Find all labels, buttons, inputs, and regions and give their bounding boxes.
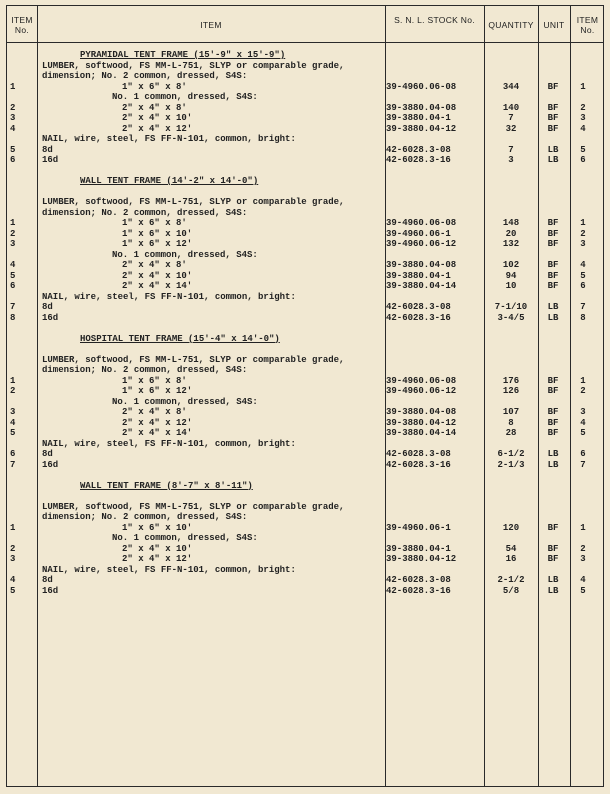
item-number-right: 7 xyxy=(580,459,586,470)
quantity: 3 xyxy=(508,155,514,165)
item-description: 1" x 6" x 8' xyxy=(122,81,187,92)
header-item-no-right: ITEM No. xyxy=(576,15,599,35)
stock-number: 42-6028.3-08 xyxy=(386,575,451,585)
stock-number: 42-6028.3-08 xyxy=(386,449,451,459)
item-number-right: 6 xyxy=(580,449,586,459)
item-number: 3 xyxy=(10,113,16,123)
item-description: 2" x 4" x 10' xyxy=(122,113,193,123)
stock-number: 39-3880.04-12 xyxy=(386,554,457,564)
item-description: dimension; No. 2 common, dressed, S4S: xyxy=(42,365,248,375)
unit: BF xyxy=(547,102,559,113)
item-number-right: 1 xyxy=(580,522,586,533)
unit: BF xyxy=(547,123,559,134)
unit: LB xyxy=(547,459,559,470)
unit: BF xyxy=(547,81,559,92)
quantity: 7 xyxy=(508,144,514,155)
item-number-right: 4 xyxy=(580,417,586,428)
quantity: 20 xyxy=(505,228,517,239)
section-title-text: WALL TENT FRAME (14'-2" x 14'-0") xyxy=(80,176,259,186)
item-number: 2 xyxy=(10,228,16,239)
item-number: 6 xyxy=(10,449,16,459)
item-description: 2" x 4" x 14' xyxy=(122,281,193,291)
quantity: 2-1/3 xyxy=(497,459,525,470)
item-number-right: 1 xyxy=(580,218,586,228)
quantity: 94 xyxy=(505,270,517,281)
item-number-right: 4 xyxy=(580,575,586,585)
quantity: 32 xyxy=(505,123,517,134)
unit: BF xyxy=(547,428,559,438)
item-number: 4 xyxy=(10,260,16,270)
item-description: 2" x 4" x 12' xyxy=(122,123,193,134)
stock-number: 39-4960.06-08 xyxy=(386,218,457,228)
item-number: 3 xyxy=(10,239,16,249)
stock-number: 39-3880.04-08 xyxy=(386,407,457,417)
item-description: 1" x 6" x 8' xyxy=(122,218,187,228)
item-description: 16d xyxy=(42,155,59,165)
item-number-right: 4 xyxy=(580,260,586,270)
unit: BF xyxy=(547,281,559,291)
item-description: 16d xyxy=(42,312,59,323)
item-number: 8 xyxy=(10,312,16,323)
item-description: 1" x 6" x 10' xyxy=(122,228,193,239)
unit: BF xyxy=(547,218,559,228)
item-number-right: 6 xyxy=(580,155,586,165)
item-description: 2" x 4" x 8' xyxy=(122,102,187,113)
quantity: 102 xyxy=(502,260,520,270)
stock-number: 39-4960.06-12 xyxy=(386,386,457,396)
item-description: 8d xyxy=(42,575,53,585)
item-number: 3 xyxy=(10,554,16,564)
section-title-text: PYRAMIDAL TENT FRAME (15'-9" x 15'-9") xyxy=(80,50,286,60)
quantity: 140 xyxy=(502,102,520,113)
unit: LB xyxy=(547,312,559,323)
stock-number: 42-6028.3-08 xyxy=(386,302,451,312)
item-number-right: 7 xyxy=(580,302,586,312)
section-title-text: WALL TENT FRAME (8'-7" x 8'-11") xyxy=(80,480,253,491)
item-number-right: 5 xyxy=(580,270,586,281)
unit: BF xyxy=(547,554,559,564)
stock-number: 39-3880.04-1 xyxy=(386,113,451,123)
quantity: 148 xyxy=(502,218,520,228)
item-number: 5 xyxy=(10,428,16,438)
item-description: dimension; No. 2 common, dressed, S4S: xyxy=(42,207,248,218)
item-description: 2" x 4" x 10' xyxy=(122,270,193,281)
unit: BF xyxy=(547,270,559,281)
stock-number: 39-3880.04-08 xyxy=(386,260,457,270)
stock-number: 39-4960.06-1 xyxy=(386,522,451,533)
unit: BF xyxy=(547,239,559,249)
stock-number: 39-4960.06-08 xyxy=(386,81,457,92)
item-number-right: 2 xyxy=(580,228,586,239)
unit: LB xyxy=(547,155,559,165)
unit: BF xyxy=(547,113,559,123)
item-number: 6 xyxy=(10,281,16,291)
item-number-right: 2 xyxy=(580,543,586,554)
header-item: ITEM xyxy=(200,20,222,30)
item-number-right: 3 xyxy=(580,113,586,123)
item-description: dimension; No. 2 common, dressed, S4S: xyxy=(42,71,248,81)
section-title-text: HOSPITAL TENT FRAME (15'-4" x 14'-0") xyxy=(80,333,280,344)
item-number-right: 2 xyxy=(580,386,586,396)
unit: BF xyxy=(547,543,559,554)
item-number: 5 xyxy=(10,144,16,155)
stock-number: 42-6028.3-08 xyxy=(386,144,451,155)
quantity: 7-1/10 xyxy=(494,302,528,312)
item-description: 2" x 4" x 12' xyxy=(122,554,193,564)
header-quantity: QUANTITY xyxy=(488,20,534,30)
item-number: 5 xyxy=(10,270,16,281)
item-number: 3 xyxy=(10,407,16,417)
column-divider xyxy=(37,6,38,786)
quantity: 5/8 xyxy=(502,585,520,596)
item-description: No. 1 common, dressed, S4S: xyxy=(112,533,258,543)
quantity: 8 xyxy=(508,417,514,428)
item-description: 8d xyxy=(42,302,53,312)
quantity: 107 xyxy=(502,407,520,417)
item-description: NAIL, wire, steel, FS FF-N-101, common, bright: xyxy=(42,438,296,449)
unit: BF xyxy=(547,386,559,396)
item-number: 5 xyxy=(10,585,16,596)
unit: BF xyxy=(547,522,559,533)
header-snl-stock: S. N. L. STOCK No. xyxy=(394,15,475,25)
quantity: 176 xyxy=(502,375,520,386)
unit: BF xyxy=(547,228,559,239)
quantity: 2-1/2 xyxy=(497,575,525,585)
quantity: 3-4/5 xyxy=(497,312,525,323)
item-description: No. 1 common, dressed, S4S: xyxy=(112,249,258,260)
stock-number: 39-3880.04-12 xyxy=(386,123,457,134)
item-description: 1" x 6" x 8' xyxy=(122,375,187,386)
stock-number: 42-6028.3-16 xyxy=(386,459,451,470)
item-number-right: 3 xyxy=(580,554,586,564)
item-number: 2 xyxy=(10,543,16,554)
stock-number: 39-3880.04-12 xyxy=(386,417,457,428)
header-item-no-left: ITEM No. xyxy=(11,15,33,35)
item-description: 8d xyxy=(42,144,53,155)
item-description: 2" x 4" x 8' xyxy=(122,260,187,270)
item-number: 2 xyxy=(10,386,16,396)
item-number-right: 5 xyxy=(580,585,586,596)
item-number: 4 xyxy=(10,123,16,134)
item-number-right: 4 xyxy=(580,123,586,134)
unit: BF xyxy=(547,375,559,386)
unit: BF xyxy=(547,407,559,417)
item-number-right: 6 xyxy=(580,281,586,291)
item-number-right: 3 xyxy=(580,407,586,417)
item-description: 2" x 4" x 12' xyxy=(122,417,193,428)
item-description: LUMBER, softwood, FS MM-L-751, SLYP or comparable grade, xyxy=(42,60,345,71)
stock-number: 39-3880.04-14 xyxy=(386,281,457,291)
item-description: 1" x 6" x 10' xyxy=(122,522,193,533)
item-description: 16d xyxy=(42,459,59,470)
stock-number: 39-4960.06-1 xyxy=(386,228,451,239)
quantity: 54 xyxy=(505,543,517,554)
header-unit: UNIT xyxy=(543,20,565,30)
unit: BF xyxy=(547,260,559,270)
item-description: No. 1 common, dressed, S4S: xyxy=(112,396,258,407)
item-description: 2" x 4" x 8' xyxy=(122,407,187,417)
item-number-right: 1 xyxy=(580,375,586,386)
item-number: 7 xyxy=(10,459,16,470)
item-number-right: 3 xyxy=(580,239,586,249)
quantity: 6-1/2 xyxy=(497,449,525,459)
item-description: LUMBER, softwood, FS MM-L-751, SLYP or comparable grade, xyxy=(42,354,345,365)
stock-number: 42-6028.3-16 xyxy=(386,155,451,165)
item-number: 4 xyxy=(10,417,16,428)
quantity: 16 xyxy=(505,554,517,564)
quantity: 7 xyxy=(508,113,514,123)
unit: LB xyxy=(547,302,559,312)
item-number: 1 xyxy=(10,522,16,533)
item-description: No. 1 common, dressed, S4S: xyxy=(112,92,258,102)
item-description: dimension; No. 2 common, dressed, S4S: xyxy=(42,512,248,522)
quantity: 126 xyxy=(502,386,520,396)
item-description: 2" x 4" x 14' xyxy=(122,428,193,438)
unit: LB xyxy=(547,585,559,596)
stock-number: 42-6028.3-16 xyxy=(386,312,451,323)
item-number: 6 xyxy=(10,155,16,165)
stock-number: 39-3880.04-08 xyxy=(386,102,457,113)
item-description: 16d xyxy=(42,585,59,596)
stock-number: 39-3880.04-1 xyxy=(386,270,451,281)
item-number-right: 8 xyxy=(580,312,586,323)
item-description: NAIL, wire, steel, FS FF-N-101, common, bright: xyxy=(42,564,296,575)
item-number-right: 5 xyxy=(580,144,586,155)
item-number-right: 2 xyxy=(580,102,586,113)
item-description: NAIL, wire, steel, FS FF-N-101, common, bright: xyxy=(42,291,296,302)
item-number-right: 1 xyxy=(580,81,586,92)
unit: LB xyxy=(547,144,559,155)
stock-number: 39-3880.04-1 xyxy=(386,543,451,554)
item-description: 1" x 6" x 12' xyxy=(122,239,193,249)
quantity: 132 xyxy=(502,239,520,249)
item-number: 1 xyxy=(10,375,16,386)
item-number: 1 xyxy=(10,81,16,92)
quantity: 344 xyxy=(502,81,520,92)
header-divider xyxy=(7,42,603,43)
item-description: LUMBER, softwood, FS MM-L-751, SLYP or comparable grade, xyxy=(42,501,345,512)
item-number: 1 xyxy=(10,218,16,228)
item-number: 7 xyxy=(10,302,16,312)
quantity: 28 xyxy=(505,428,517,438)
stock-number: 39-4960.06-08 xyxy=(386,375,457,386)
item-description: NAIL, wire, steel, FS FF-N-101, common, bright: xyxy=(42,134,296,144)
stock-number: 42-6028.3-16 xyxy=(386,585,451,596)
unit: LB xyxy=(547,449,559,459)
item-number-right: 5 xyxy=(580,428,586,438)
item-number: 2 xyxy=(10,102,16,113)
item-description: 2" x 4" x 10' xyxy=(122,543,193,554)
item-description: 1" x 6" x 12' xyxy=(122,386,193,396)
unit: BF xyxy=(547,417,559,428)
quantity: 10 xyxy=(505,281,517,291)
item-number: 4 xyxy=(10,575,16,585)
unit: LB xyxy=(547,575,559,585)
stock-number: 39-3880.04-14 xyxy=(386,428,457,438)
stock-number: 39-4960.06-12 xyxy=(386,239,457,249)
item-description: LUMBER, softwood, FS MM-L-751, SLYP or comparable grade, xyxy=(42,197,345,207)
item-description: 8d xyxy=(42,449,53,459)
quantity: 120 xyxy=(502,522,520,533)
